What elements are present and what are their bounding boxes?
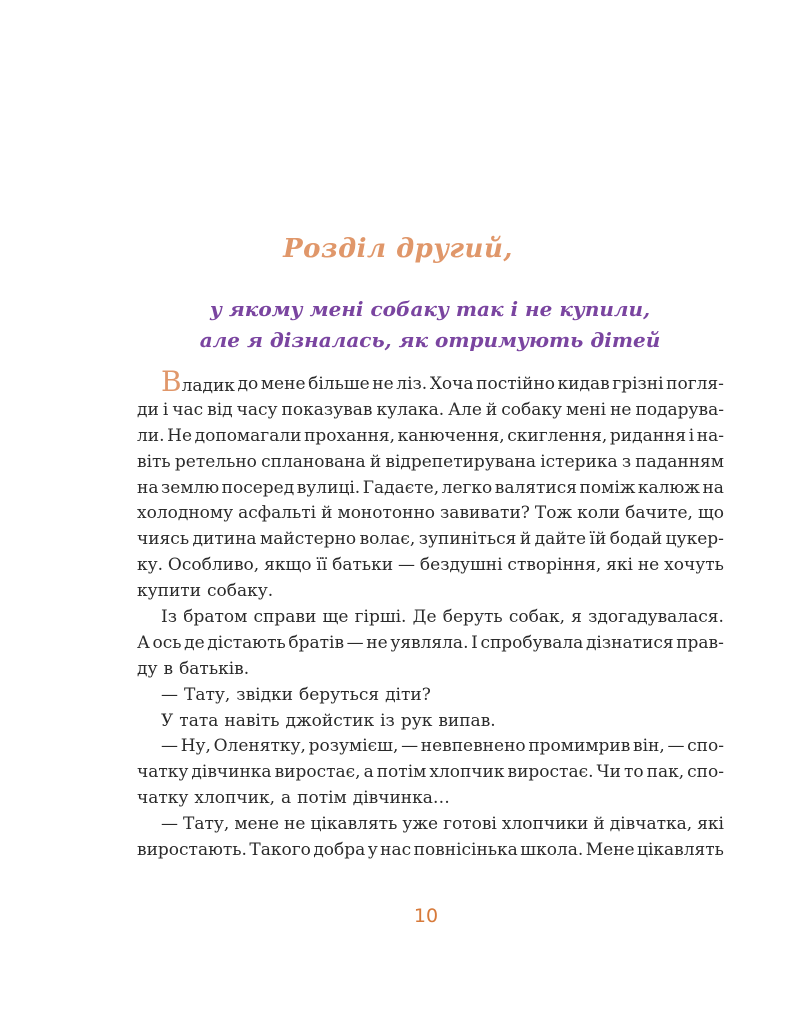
text-line [137,527,724,553]
word: не [372,374,394,394]
word: подарува- [635,399,724,420]
text-line [137,760,724,786]
word: зупиніться [418,529,517,550]
word: рук [400,710,433,731]
word: невпевнено [420,736,526,757]
word: мені [566,399,607,420]
word: чатку [137,788,189,809]
word: потім [376,762,427,783]
word: канючення, [397,425,505,446]
word: хлопчик [429,762,505,783]
word: погля- [666,374,724,394]
text-line [137,786,724,812]
word: Але [448,399,482,420]
word: — [161,684,178,705]
word: їй [589,529,607,550]
word: ридання [609,425,687,446]
word: й [593,814,605,835]
word: Тату, [183,814,230,835]
text-line [137,424,724,450]
word: беруть [442,607,503,628]
word: ще [322,607,349,628]
word: мене [234,814,280,835]
text-line [137,579,724,605]
word: уявляла. [390,632,469,653]
word: повнісінька [413,840,518,861]
word: й [485,399,498,420]
word: і [162,399,169,420]
word: Особливо, [167,555,260,576]
word: ось [152,632,182,653]
word: Оленятку, [213,736,306,757]
word: на [702,477,724,498]
word: Не [167,425,193,446]
chapter-title: Розділ другий, [283,234,513,264]
word: якщо [264,555,312,576]
chapter-subtitle-line-2: але я дізналась, як отримують дітей [199,328,661,352]
word: пак, [646,762,685,783]
text-line [137,657,724,683]
text-line [137,709,724,735]
text-line [137,812,724,838]
word: промимрив [528,736,631,757]
word: Тату, [184,684,231,705]
word: й [519,529,532,550]
word: легко [441,477,493,498]
word: ди [137,399,159,420]
page-number: 10 [413,905,439,927]
word: спо- [687,762,724,783]
word: кидав [557,374,610,394]
word: які [697,814,724,835]
word: не [366,632,388,653]
word: волає, [359,529,416,550]
word: в [163,658,174,679]
word: ліз. [396,374,428,394]
word: я [571,607,582,628]
word: цікавлять [637,840,724,861]
word: асфальті [238,503,317,524]
word: дістають [207,632,286,653]
word: грізні [612,374,664,394]
word: де [184,632,205,653]
word: братом [183,607,248,628]
text-line [137,683,724,709]
word: віть [137,451,171,472]
text-line [137,398,724,424]
word: собак, [508,607,565,628]
word: поміж [579,477,636,498]
word: спробувала [480,632,584,653]
word: її [316,555,328,576]
chapter-subtitle-line-1: у якому мені собаку так і не купили, [209,297,651,321]
word: більше [308,374,370,394]
word: не [284,814,306,835]
text-line [137,631,724,657]
text-line [137,501,724,527]
word: гірші. [354,607,407,628]
word: — [161,814,178,835]
word: тата [179,710,219,731]
word: дайте [534,529,587,550]
word: майстерно [260,529,357,550]
word: братів [288,632,345,653]
word: коли [577,503,621,524]
word: дівчатка, [609,814,693,835]
word: до [237,374,259,394]
word: валятися [494,477,578,498]
word: справи [253,607,317,628]
word: ку. [137,555,164,576]
word: випав. [438,710,496,731]
word: мене [260,374,306,394]
word: часу [236,399,278,420]
word: Де [412,607,437,628]
word: І [471,632,478,653]
word: не [637,555,660,576]
word: холодному [137,503,234,524]
word: із [380,710,395,731]
text-line [137,476,724,502]
word: спо- [687,736,724,757]
body-text [137,365,724,864]
word: цікавлять [310,814,398,835]
word: Мене [585,840,635,861]
word: дізнатися [585,632,674,653]
word: дитина [192,529,257,550]
word: батьків. [179,658,250,679]
word: собаку. [207,581,274,602]
word: У [161,710,174,731]
word: уже [402,814,439,835]
word: — [161,736,178,757]
word: — [667,736,685,757]
word: монотонно [337,503,436,524]
word: Із [161,607,177,628]
word: Чи [596,762,622,783]
text-line [137,838,724,864]
word: від [207,399,233,420]
word: виростають. [137,840,247,861]
word: дівчинка [191,762,272,783]
word: готові [443,814,497,835]
word: — [346,632,364,653]
word: Тож [534,503,573,524]
word: хлопчики [501,814,589,835]
word: посеред [221,477,295,498]
word: — [401,736,419,757]
text-line [137,450,724,476]
drop-cap: В [161,365,182,398]
word: — [398,555,416,576]
word: скиглення, [507,425,608,446]
word: а [363,762,374,783]
word: розумієш, [308,736,399,757]
word: А [137,632,150,653]
word: добра [313,840,366,861]
word: звідки [236,684,293,705]
word: беруться [299,684,380,705]
word: спланована [261,451,366,472]
word: постійно [476,374,555,394]
word: істерика [540,451,618,472]
word: ду [137,658,158,679]
word: дівчинка… [352,788,450,809]
word: на [137,477,159,498]
word: землю [160,477,220,498]
word: прохання, [304,425,396,446]
word: хлопчик, [194,788,275,809]
word: собаку [501,399,563,420]
word: не [610,399,632,420]
word: і [688,425,695,446]
word: Гадаєте, [362,477,440,498]
word: вулиці. [296,477,361,498]
text-line [137,734,724,760]
word: бодай [609,529,663,550]
word: ретельно [174,451,257,472]
word: паданням [635,451,724,472]
word: Хоча [429,374,474,394]
word: Такого [249,840,311,861]
word: калюж [637,477,700,498]
word: виростає. [507,762,594,783]
word: на- [696,425,724,446]
word: час [172,399,204,420]
word: й [369,451,382,472]
word: цукер- [665,529,724,550]
word: показував [281,399,373,420]
word: потім [297,788,347,809]
word: бачите, [625,503,693,524]
word: чиясь [137,529,190,550]
word: джойстик [285,710,375,731]
word: нас [380,840,412,861]
text-line [137,365,724,398]
word: у [367,840,378,861]
word: які [606,555,633,576]
word: виростає, [274,762,361,783]
word: відрепетирувана [385,451,536,472]
word: хочуть [664,555,724,576]
word: кулака. [376,399,445,420]
word: й [321,503,333,524]
word: чатку [137,762,189,783]
word: він, [633,736,665,757]
word: ли. [137,425,165,446]
text-line [137,553,724,579]
word: діти? [385,684,431,705]
word: бездушні [419,555,503,576]
word: батьки [332,555,394,576]
word: завивати? [440,503,530,524]
word: школа. [520,840,584,861]
text-line [137,605,724,631]
word: здогадувалася. [588,607,724,628]
word: створіння, [507,555,602,576]
word: Владик [137,372,235,398]
word: з [621,451,632,472]
word: Ну, [180,736,211,757]
word: що [697,503,724,524]
word: купити [137,581,202,602]
word: навіть [224,710,280,731]
word: прав- [676,632,724,653]
word: то [624,762,644,783]
word: а [280,788,292,809]
word: допомагали [194,425,302,446]
